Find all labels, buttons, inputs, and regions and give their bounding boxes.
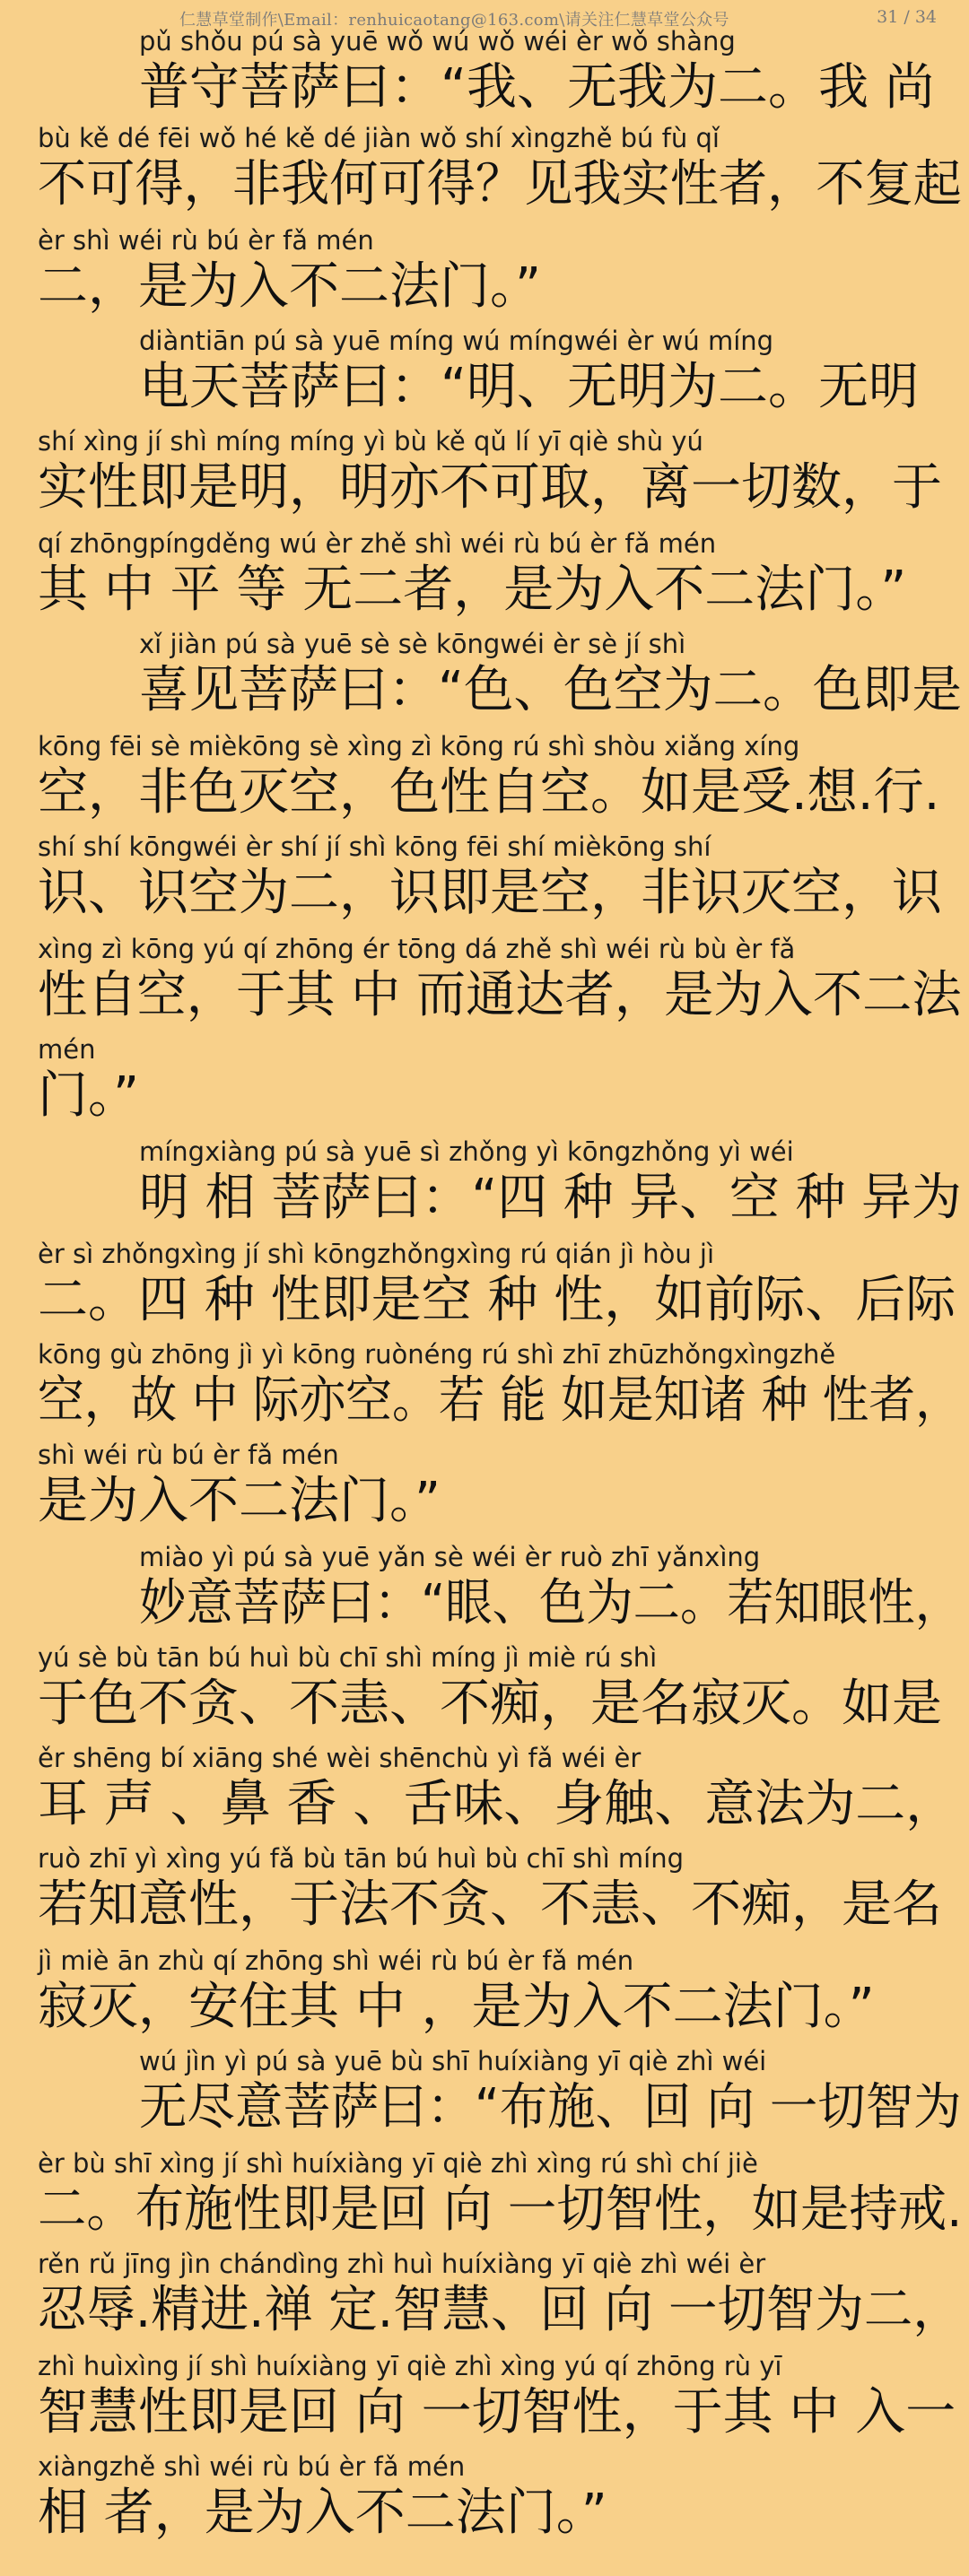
chinese-text: 其 中 平 等 无二者，是为入不二法门。” <box>38 561 907 619</box>
header-credit: 仁慧草堂制作\Email：renhuicaotang@163.com\请关注仁慧草堂公众号 <box>179 11 729 30</box>
pinyin-annotation: shí shí kōngwéi èr shí jí shì kōng fēi shí mièkōng shí <box>38 831 711 862</box>
text-line <box>0 2248 969 2346</box>
pinyin-annotation: xìng zì kōng yú qí zhōng ér tōng dá zhě shì wéi rù bù èr fǎ <box>38 934 796 964</box>
chinese-text: 空，非色灭空，色性自空。如是受.想.行. <box>38 763 940 822</box>
chinese-text: 电天菩萨曰：“明、无明为二。无明 <box>139 358 920 416</box>
pinyin-annotation: ěr shēng bí xiāng shé wèi shēnchù yì fǎ wéi èr <box>38 1743 642 1773</box>
text-line <box>0 933 969 1031</box>
pinyin-annotation: èr shì wéi rù bú èr fǎ mén <box>38 225 374 256</box>
chinese-text: 寂灭，安住其 中 ，是为入不二法门。” <box>38 1978 875 2036</box>
pinyin-annotation: èr sì zhǒngxìng jí shì kōngzhǒngxìng rú qián jì hòu jì <box>38 1239 715 1269</box>
text-line <box>0 628 969 727</box>
pinyin-annotation: ruò zhī yì xìng yú fǎ bù tān bú huì bù chī shì míng <box>38 1843 685 1874</box>
chinese-text: 相 者，是为入不二法门。” <box>38 2484 607 2542</box>
pinyin-annotation: qí zhōngpíngděng wú èr zhě shì wéi rù bú èr fǎ mén <box>38 528 717 559</box>
text-line <box>0 325 969 423</box>
pinyin-annotation: zhì huìxìng jí shì huíxiàng yī qiè zhì xìng yú qí zhōng rù yī <box>38 2351 782 2381</box>
chinese-text: 妙意菩萨曰：“眼、色为二。若知眼性， <box>139 1574 963 1632</box>
chinese-text: 是为入不二法门。” <box>38 1472 441 1530</box>
pinyin-annotation: miào yì pú sà yuē yǎn sè wéi èr ruò zhī yǎnxìng <box>139 1542 761 1572</box>
pinyin-annotation: èr bù shī xìng jí shì huíxiàng yī qiè zhì xìng rú shì chí jiè <box>38 2148 758 2179</box>
chinese-text: 识、识空为二，识即是空，非识灭空，识 <box>38 864 942 922</box>
text-line <box>0 122 969 221</box>
chinese-text: 不可得，非我何可得？见我实性者，不复起 <box>38 155 962 213</box>
chinese-text: 若知意性，于法不贪、不恚、不痴，是名 <box>38 1875 942 1934</box>
pinyin-annotation: kōng fēi sè mièkōng sè xìng zì kōng rú shì shòu xiǎng xíng <box>38 731 800 761</box>
pinyin-annotation: mén <box>38 1034 96 1065</box>
chinese-text: 实性即是明，明亦不可取，离一切数，于 <box>38 458 942 517</box>
text-line <box>0 1338 969 1437</box>
pinyin-annotation: diàntiān pú sà yuē míng wú míngwéi èr wú míng <box>139 326 774 356</box>
pinyin-annotation: yú sè bù tān bú huì bù chī shì míng jì miè rú shì <box>38 1642 658 1673</box>
text-line <box>0 1033 969 1132</box>
text-line <box>0 1742 969 1841</box>
pinyin-annotation: rěn rǔ jīng jìn chándìng zhì huì huíxiàng yī qiè zhì wéi èr <box>38 2249 766 2279</box>
pinyin-annotation: kōng gù zhōng jì yì kōng ruònéng rú shì zhī zhūzhǒngxìngzhě <box>38 1339 836 1370</box>
chinese-text: 普守菩萨曰：“我、无我为二。我 尚 <box>139 58 935 117</box>
text-line <box>0 425 969 524</box>
chinese-text: 耳 声 、鼻 香 、舌味、身触、意法为二， <box>38 1775 956 1833</box>
pinyin-annotation: pǔ shǒu pú sà yuē wǒ wú wǒ wéi èr wǒ shàng <box>139 26 736 57</box>
text-line <box>0 2045 969 2144</box>
pinyin-annotation: xiàngzhě shì wéi rù bú èr fǎ mén <box>38 2451 466 2482</box>
text-line <box>0 2450 969 2549</box>
text-line <box>0 1945 969 2043</box>
pinyin-annotation: shí xìng jí shì míng míng yì bù kě qǔ lí yī qiè shù yú <box>38 426 703 457</box>
page-number: 31 / 34 <box>877 7 937 27</box>
text-line <box>0 527 969 626</box>
text-line <box>0 1541 969 1640</box>
text-line <box>0 1439 969 1537</box>
chinese-text: 二，是为入不二法门。” <box>38 257 542 316</box>
chinese-text: 忍辱.精进.禅 定.智慧、回 向 一切智为二， <box>38 2281 962 2339</box>
chinese-text: 无尽意菩萨曰：“布施、回 向 一切智为 <box>139 2078 962 2137</box>
pinyin-annotation: wú jìn yì pú sà yuē bù shī huíxiàng yī qiè zhì wéi <box>139 2046 767 2076</box>
chinese-text: 于色不贪、不恚、不痴，是名寂灭。如是 <box>38 1675 942 1733</box>
chinese-text: 明 相 菩萨曰：“四 种 异、空 种 异为 <box>139 1169 962 1227</box>
text-line <box>0 25 969 124</box>
pinyin-annotation: xǐ jiàn pú sà yuē sè sè kōngwéi èr sè jí shì <box>139 629 686 659</box>
text-line <box>0 1136 969 1234</box>
pinyin-annotation: jì miè ān zhù qí zhōng shì wéi rù bú èr fǎ mén <box>38 1945 634 1976</box>
pinyin-annotation: shì wéi rù bú èr fǎ mén <box>38 1440 339 1470</box>
text-line <box>0 831 969 929</box>
chinese-text: 空，故 中 际亦空。若 能 如是知诸 种 性者， <box>38 1371 962 1430</box>
text-line <box>0 1238 969 1336</box>
chinese-text: 喜见菩萨曰：“色、色空为二。色即是 <box>139 661 963 719</box>
chinese-text: 门。” <box>38 1066 140 1125</box>
text-line <box>0 1641 969 1740</box>
text-line <box>0 2147 969 2246</box>
pinyin-annotation: bù kě dé fēi wǒ hé kě dé jiàn wǒ shí xìngzhě bú fù qǐ <box>38 123 720 153</box>
chinese-text: 智慧性即是回 向 一切智性，于其 中 入一 <box>38 2383 956 2441</box>
text-line <box>0 2350 969 2449</box>
text-line <box>0 1842 969 1941</box>
pinyin-annotation: míngxiàng pú sà yuē sì zhǒng yì kōngzhǒng yì wéi <box>139 1136 794 1167</box>
text-line <box>0 224 969 323</box>
chinese-text: 性自空，于其 中 而通达者，是为入不二法 <box>38 966 962 1024</box>
chinese-text: 二。四 种 性即是空 种 性，如前际、后际 <box>38 1271 956 1329</box>
chinese-text: 二。布施性即是回 向 一切智性，如是持戒. <box>38 2180 963 2239</box>
text-line <box>0 730 969 829</box>
